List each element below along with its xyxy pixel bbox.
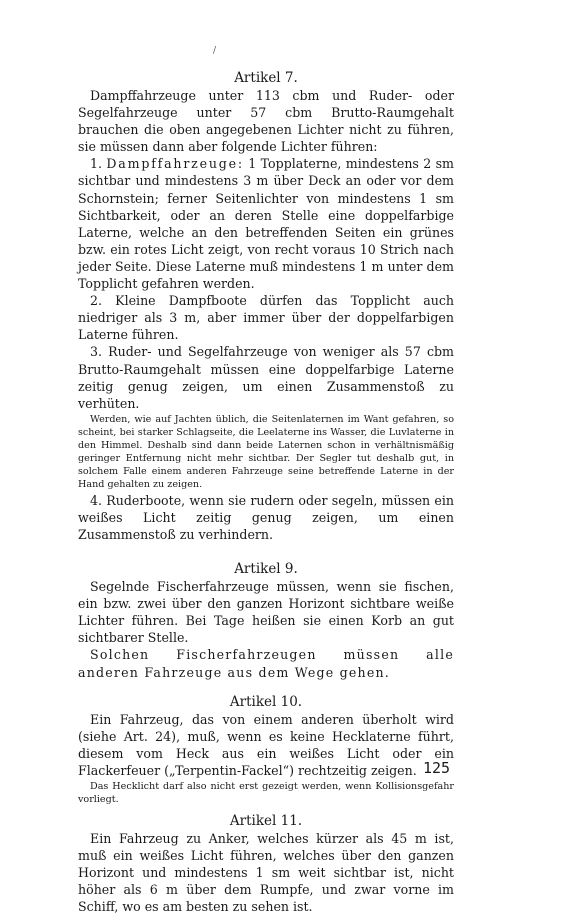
article-10-note: Das Hecklicht darf also nicht erst gezeigt werden, wenn Kollisionsgefahr vorliegt. [78, 781, 454, 805]
page-number: 125 [423, 759, 451, 777]
article-7-note: Werden, wie auf Jachten üblich, die Seitenlaternen im Want gefahren, so scheint, bei starker Schlagseite, die Leelaterne ins Wasser, die Luvlaterne in den Himmel. Deshalb sind dann beide Laternen schon in verhältnismäßig geringer Entfernung nicht mehr sichtbar. Der Segler tut deshalb gut, in solchem Falle einem anderen Fahrzeuge seine betreffende Laterne in der Hand gehalten zu zeigen. [78, 413, 454, 490]
article-10-para-1: Ein Fahrzeug, das von einem anderen überholt wird (siehe Art. 24), muß, wenn es keine Hecklaterne führt, diesem vom Heck aus ein weißes Licht oder ein Flackerfeuer („Terpentin-Fackel“) rechtzeitig zeigen. [78, 711, 454, 778]
item-1-lead: Dampffahrzeuge: [106, 156, 244, 172]
article-9-heading: Artikel 9. [234, 561, 298, 578]
article-9-para-2: Solchen Fischerfahrzeugen müssen alle anderen Fahrzeuge aus dem Wege gehen. [78, 647, 454, 680]
article-7-item-1 [78, 155, 454, 292]
text-column [78, 70, 454, 915]
stray-mark: / [213, 46, 217, 56]
article-11-heading: Artikel 11. [229, 813, 303, 829]
item-1-body: 1 Topplaterne, mindestens 2 sm sichtbar und mindestens 3 m über Deck an oder vor dem Schornstein; ferner Seitenlichter von mindestens 1 sm Sichtbarkeit, oder an deren Stelle eine doppelfarbige Laterne, welche an den betreffenden Seiten ein grünes bzw. ein rotes Licht zeigt, von recht voraus 10 Strich nach jeder Seite. Diese Laterne muß mindestens 1 m unter dem Topplicht gefahren werden. [78, 156, 454, 292]
article-9-para-1: Segelnde Fischerfahrzeuge müssen, wenn sie fischen, ein bzw. zwei über den ganzen Horizont sichtbare weiße Lichter führen. Bei Tage heißen sie einen Korb an gut sichtbarer Stelle. [78, 579, 454, 646]
article-10-heading: Artikel 10. [229, 693, 303, 710]
article-7-heading: Artikel 7. [234, 70, 298, 86]
article-7-item-2: 2. Kleine Dampfboote dürfen das Topplicht auch niedriger als 3 m, aber immer über der doppelfarbigen Laterne führen. [78, 293, 454, 343]
article-7-item-3: 3. Ruder- und Segelfahrzeuge von weniger als 57 cbm Brutto-Raumgehalt müssen eine doppelfarbige Laterne zeitig genug zeigen, um einen Zusammenstoß zu verhüten. [78, 344, 454, 411]
article-7-item-4: 4. Ruderboote, wenn sie rudern oder segeln, müssen ein weißes Licht zeitig genug zeigen, um einen Zusammenstoß zu verhindern. [78, 492, 454, 542]
article-11-para-1: Ein Fahrzeug zu Anker, welches kürzer als 45 m ist, muß ein weißes Licht führen, welches über den ganzen Horizont und mindestens 1 sm weit sichtbar ist, nicht höher als 6 m über dem Rumpfe, und zwar vorne im Schiff, wo es am besten zu sehen ist. [78, 831, 454, 915]
item-1-number: 1. [90, 156, 103, 172]
article-7-intro: Dampffahrzeuge unter 113 cbm und Ruder- oder Segelfahrzeuge unter 57 cbm Brutto-Raumgehalt brauchen die oben angegebenen Lichter nicht zu führen, sie müssen dann aber folgende Lichter führen: [78, 88, 454, 155]
